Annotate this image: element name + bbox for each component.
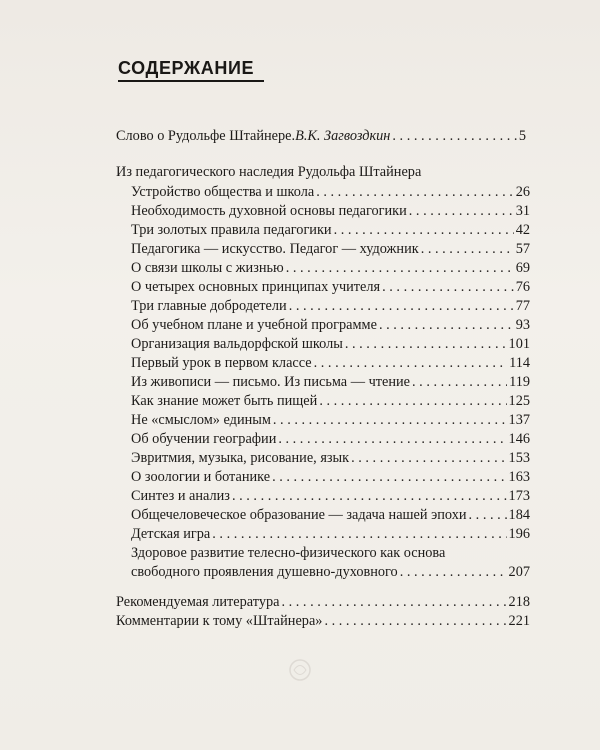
toc-entry[interactable] [131, 392, 530, 411]
toc-entry[interactable] [131, 449, 530, 468]
toc-leader-dots [289, 297, 514, 316]
toc-entry-title: Рекомендуемая литература [116, 594, 280, 610]
toc-leader-dots [469, 506, 507, 525]
toc-entry-title: Организация вальдорфской школы [131, 336, 343, 352]
toc-page-number: 207 [508, 564, 530, 580]
toc-entry[interactable] [131, 525, 530, 544]
toc-entry[interactable] [131, 240, 530, 259]
toc-page-number: 221 [508, 613, 530, 629]
toc-entry-title: Необходимость духовной основы педагогики [131, 203, 407, 219]
toc-entry-title-line1: Здоровое развитие телесно-физического как основа [131, 545, 446, 561]
toc-entry-intro[interactable] [116, 127, 526, 146]
toc-page-number: 184 [508, 507, 530, 523]
toc-entry-title: Три главные добродетели [131, 298, 287, 314]
toc-leader-dots [412, 373, 507, 392]
toc-entry-author: В.К. Загвоздкин [295, 128, 391, 144]
toc-leader-dots [232, 487, 507, 506]
toc-entry-title: О зоологии и ботанике [131, 469, 271, 485]
toc-page-number: 153 [508, 450, 530, 466]
toc-leader-dots [351, 449, 506, 468]
toc-leader-dots [409, 202, 514, 221]
toc-leader-dots [345, 335, 507, 354]
toc-entry[interactable] [131, 335, 530, 354]
toc-leader-dots [278, 430, 506, 449]
toc-leader-dots [272, 468, 506, 487]
toc-entry-title: Не «смыслом» единым [131, 412, 271, 428]
toc-section-title[interactable] [116, 163, 526, 182]
toc-entry-title-line2: свободного проявления душевно-духовного [131, 564, 398, 580]
toc-entry-title: Об обучении географии [131, 431, 277, 447]
toc-entry[interactable] [131, 297, 530, 316]
toc-leader-dots [392, 127, 516, 146]
toc-entry[interactable] [131, 373, 530, 392]
toc-entry-title: Комментарии к тому «Штайнера» [116, 613, 323, 629]
toc-page-number: 5 [518, 128, 526, 144]
toc-entry-title: Как знание может быть пищей [131, 393, 318, 409]
toc-page-number: 119 [509, 374, 530, 390]
toc-entry-title: Из живописи — письмо. Из письма — чтение [131, 374, 411, 390]
toc-entry[interactable] [131, 316, 530, 335]
toc-page-number: 137 [508, 412, 530, 428]
toc-leader-dots [421, 240, 514, 259]
toc-page-number: 26 [515, 184, 530, 200]
toc-leader-dots [212, 525, 506, 544]
toc-entry-title: Об учебном плане и учебной программе [131, 317, 377, 333]
toc-entry-title: Первый урок в первом классе [131, 355, 312, 371]
toc-page-number: 196 [508, 526, 530, 542]
toc-entry[interactable] [131, 506, 530, 525]
toc-entry-title: Эвритмия, музыка, рисование, язык [131, 450, 350, 466]
toc-entry-title: Три золотых правила педагогики [131, 222, 332, 238]
toc-page-number: 93 [515, 317, 530, 333]
toc-page-number: 42 [515, 222, 530, 238]
toc-entry[interactable] [131, 221, 530, 240]
toc-entry[interactable] [131, 468, 530, 487]
toc-leader-dots [286, 259, 514, 278]
toc-leader-dots [319, 392, 506, 411]
toc-entry-title: Слово о Рудольфе Штайнере. [116, 128, 296, 144]
toc-entry[interactable] [131, 278, 530, 297]
toc-leader-dots [379, 316, 514, 335]
toc-section-label: Из педагогического наследия Рудольфа Штайнера [116, 164, 422, 180]
toc-leader-dots [324, 612, 506, 631]
toc-entry[interactable] [131, 411, 530, 430]
toc-entry-title: Общечеловеческое образование — задача нашей эпохи [131, 507, 467, 523]
toc-entry-comments[interactable] [116, 612, 530, 631]
toc-entry-title: Педагогика — искусство. Педагог — художник [131, 241, 419, 257]
toc-page-number: 69 [515, 260, 530, 276]
publisher-mark-icon [255, 655, 345, 685]
toc-page-number: 146 [508, 431, 530, 447]
toc-page-number: 31 [515, 203, 530, 219]
toc-page-number: 76 [515, 279, 530, 295]
toc-leader-dots [382, 278, 514, 297]
toc-page-number: 114 [509, 355, 530, 371]
toc-page-number: 218 [508, 594, 530, 610]
toc-entry-multiline[interactable] [131, 544, 530, 582]
toc-entry[interactable] [131, 202, 530, 221]
toc-page-number: 125 [508, 393, 530, 409]
toc-leader-dots [314, 354, 507, 373]
toc-page-number: 57 [515, 241, 530, 257]
toc-page-number: 163 [508, 469, 530, 485]
toc-leader-dots [334, 221, 514, 240]
toc-leader-dots [400, 563, 507, 582]
toc-heading: СОДЕРЖАНИЕ [118, 58, 255, 78]
toc-entry[interactable] [131, 487, 530, 506]
toc-entry-title: О четырех основных принципах учителя [131, 279, 381, 295]
toc-entry[interactable] [131, 259, 530, 278]
toc-page-number: 173 [508, 488, 530, 504]
toc-entry-title: Синтез и анализ [131, 488, 230, 504]
toc-page-number: 77 [515, 298, 530, 314]
toc-leader-dots [281, 593, 506, 612]
toc-entry-title: Детская игра [131, 526, 211, 542]
toc-entry[interactable] [131, 183, 530, 202]
toc-entry[interactable] [131, 354, 530, 373]
toc-leader-dots [316, 183, 514, 202]
toc-entry-title: Устройство общества и школа [131, 184, 315, 200]
toc-entry[interactable] [131, 430, 530, 449]
toc-page-number: 101 [508, 336, 530, 352]
toc-entry-literature[interactable] [116, 593, 530, 612]
toc-leader-dots [273, 411, 507, 430]
toc-entry-title: О связи школы с жизнью [131, 260, 284, 276]
